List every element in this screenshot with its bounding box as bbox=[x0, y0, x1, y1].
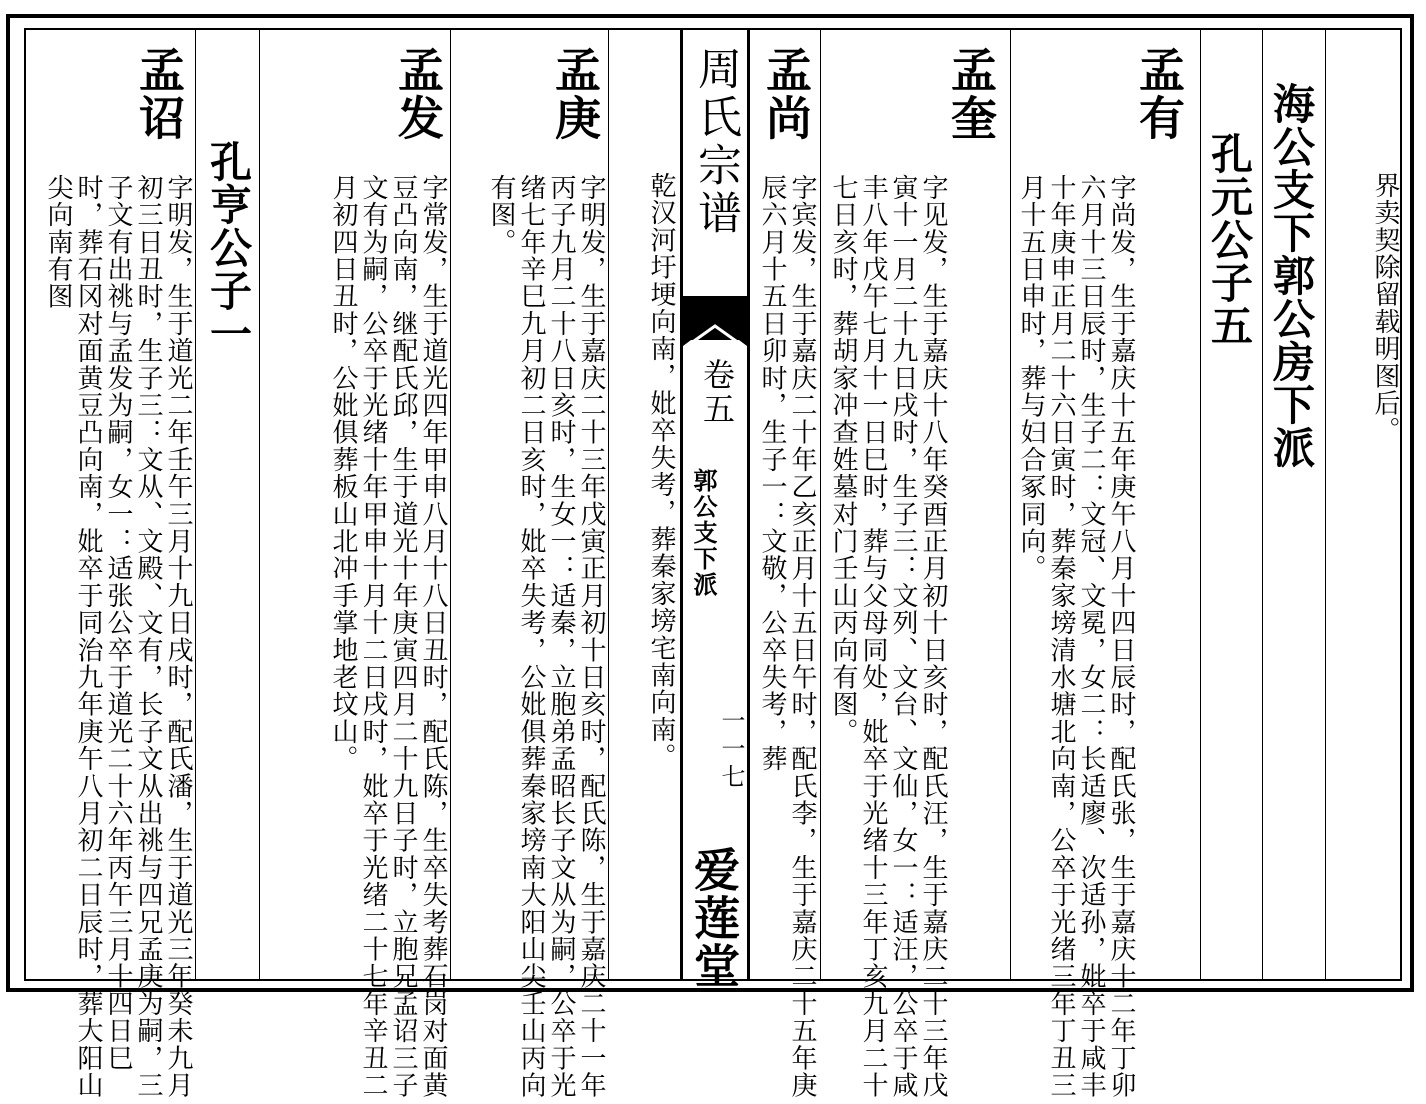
column-divider bbox=[1262, 28, 1263, 981]
entry-text: 字明发，生于嘉庆二十三年戊寅正月初十日亥时，配氏陈，生于嘉庆二十一年丙子九月二十八日亥时，生女一：适秦，立胞弟孟昭长子文从为嗣，公卒于光绪七年辛巳九月初二日亥时，妣卒失考，公妣俱葬秦家塝南大阳山尖壬山丙向有图。 bbox=[486, 174, 606, 1099]
entry-name: 孟奎 bbox=[944, 46, 998, 142]
note-column bbox=[1330, 36, 1400, 966]
subheading-column bbox=[1204, 36, 1260, 966]
column-divider bbox=[608, 28, 609, 981]
column-divider bbox=[195, 28, 196, 981]
subheading-kongheng: 孔亨公子一 bbox=[204, 140, 253, 355]
entry-name: 孟发 bbox=[391, 46, 445, 142]
entry-name: 孟尚 bbox=[759, 46, 813, 142]
column-divider bbox=[1200, 28, 1201, 981]
branch-heading: 海公支下郭公房下派 bbox=[1267, 82, 1316, 469]
column-divider bbox=[1010, 28, 1011, 981]
entry-block-mengyou bbox=[1014, 36, 1198, 1099]
spine-title: 周氏宗谱 bbox=[690, 46, 741, 238]
entry-name: 孟诏 bbox=[132, 46, 186, 142]
column-divider bbox=[259, 28, 260, 981]
entry-text: 字明发，生于道光二年壬午三月十九日戌时，配氏潘，生于道光三年癸未九月初三日丑时，生子三：文从、文殿、文有，长子文从出祧与四兄孟庚为嗣，三子文有出祧与孟发为嗣，女一：适张公卒于道光二十六年丙午三月十四日巳时，葬石冈对面黄豆凸向南，妣卒于同治九年庚午八月初二日辰时，葬大阳山尖向南有图 bbox=[43, 174, 193, 1099]
entry-block-mengshang bbox=[753, 36, 819, 1099]
spine bbox=[680, 28, 750, 990]
entry-block-mengkui bbox=[824, 36, 1008, 1099]
entry-name: 孟庚 bbox=[548, 46, 602, 142]
entry-text: 字宾发，生于嘉庆二十年乙亥正月十五日午时，配氏李，生于嘉庆二十五年庚辰六月十五日卯时，生子一：文敬，公卒失考，葬 bbox=[757, 174, 817, 1099]
entry-name: 孟有 bbox=[1132, 46, 1186, 142]
spine-volume: 卷五 bbox=[698, 358, 736, 426]
column-divider bbox=[820, 28, 821, 981]
fishtail-ornament-icon bbox=[683, 296, 747, 360]
branch-heading-column bbox=[1266, 36, 1324, 966]
entry-text: 字尚发，生于嘉庆十五年庚午八月十四日辰时，配氏张，生于嘉庆十二年丁卯六月十三日辰时，生子二：文冠、文冕，女二：长适廖、次适孙，妣卒于咸丰十年庚申正月二十六日寅时，葬秦家塝清水塘北向南，公卒于光绪三年丁丑三月十五日申时，葬与妇合冢同向。 bbox=[1016, 174, 1136, 1099]
spine-branch: 郭公支下派 bbox=[689, 468, 718, 598]
continuation-text: 乾汉河圩埂向南，妣卒失考，葬秦家塝宅南向南。 bbox=[646, 172, 676, 771]
column-divider bbox=[1325, 28, 1326, 981]
entry-block-menggeng bbox=[454, 36, 606, 1099]
column-divider bbox=[450, 28, 451, 981]
entry-text: 字常发，生于道光四年甲申八月十八日丑时，配氏陈，生卒失考葬石岗对面黄豆凸向南，继配氏邱，生于道光十年庚寅四月二十九日子时，立胞兄孟诏三子文有为嗣，公卒于光绪十年甲申十月十二日戌时，妣卒于光绪二十七年辛丑二月初四日丑时，公妣俱葬板山北冲手掌地老坟山。 bbox=[328, 174, 448, 1099]
entry-block-mengzhao bbox=[28, 36, 193, 1099]
entry-block-mengfa bbox=[263, 36, 448, 1099]
subheading-kongyuan: 孔元公子五 bbox=[1205, 132, 1254, 347]
subheading-column-left bbox=[199, 36, 257, 966]
entry-text: 字见发，生于嘉庆十八年癸酉正月初十日亥时，配氏汪，生于嘉庆二十三年戊寅十一月二十九日戌时，生子三：文列、文台、文仙，女一：适汪，公卒于咸丰八年戊午七月十一日巳时，葬与父母同处，妣卒于光绪十三年丁亥九月二十七日亥时，葬胡家冲查姓墓对门壬山丙向有图。 bbox=[828, 174, 948, 1099]
continuation-column bbox=[612, 36, 676, 966]
note-text: 界卖契除留载明图后。 bbox=[1370, 172, 1400, 444]
spine-hall-name: 爱莲堂 bbox=[687, 846, 741, 990]
page-number: 一一七 bbox=[717, 708, 745, 792]
